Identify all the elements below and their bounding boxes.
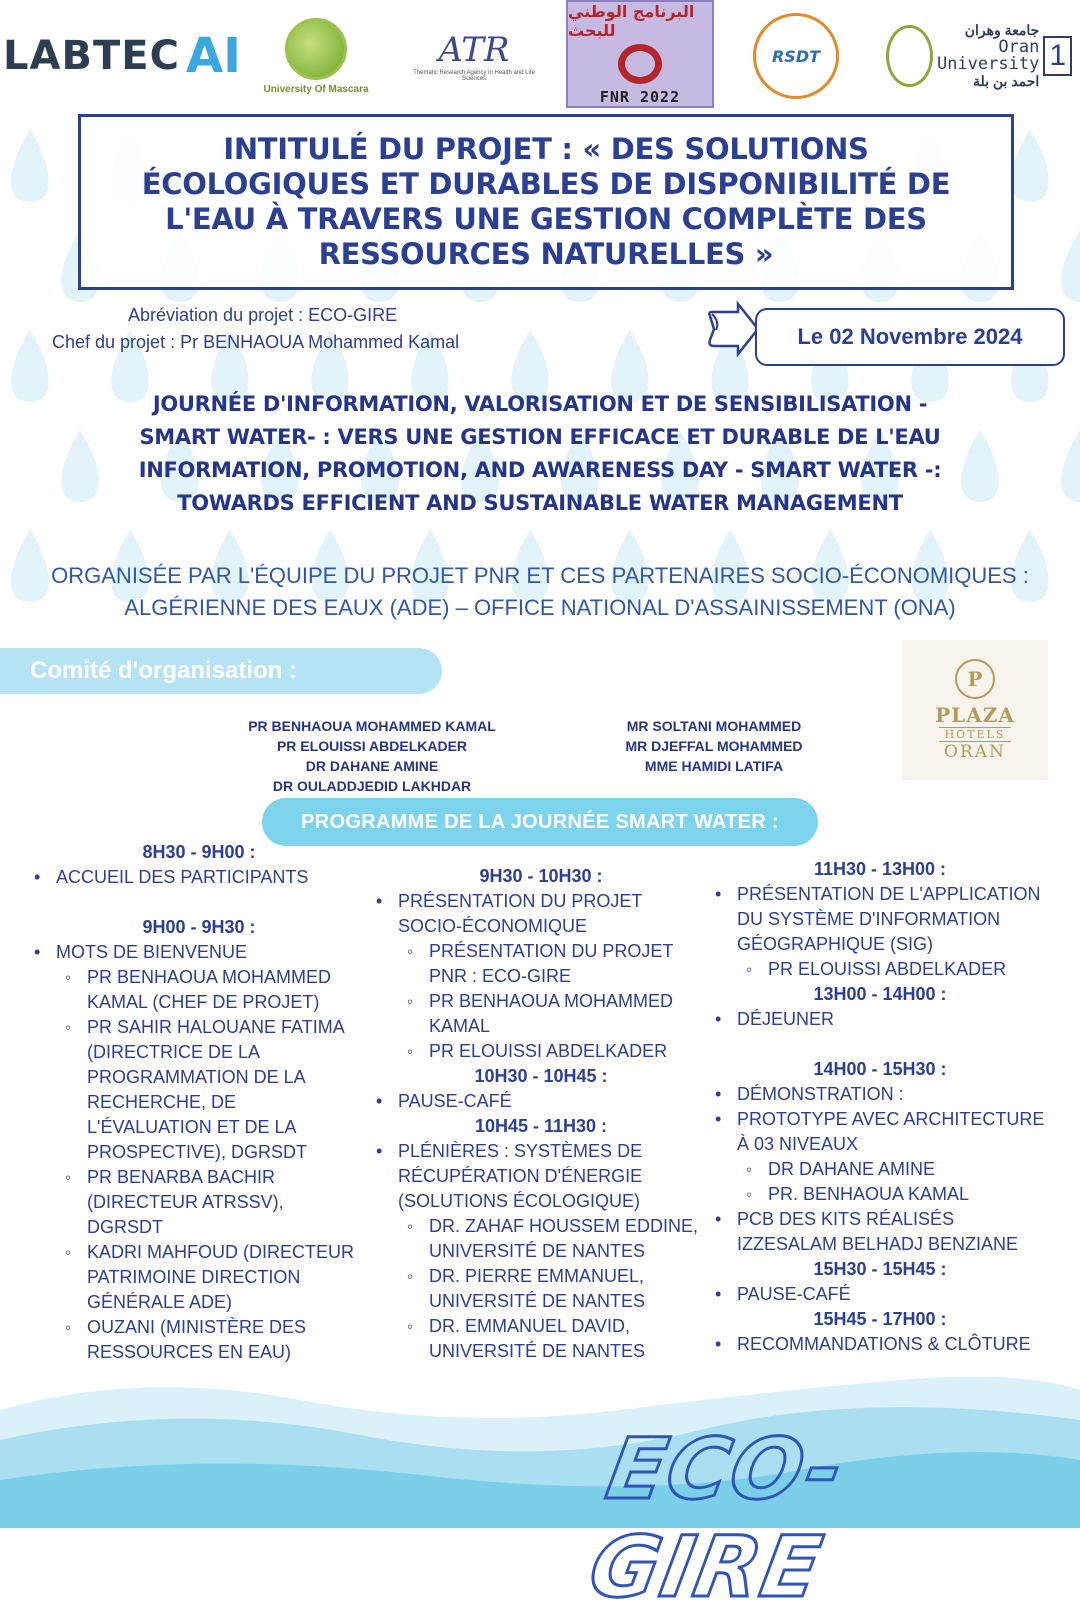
partner-logos (0, 0, 1080, 108)
labtec-ai-logo: LABTEC AI (3, 28, 241, 84)
programme-subitem: ◦ PR ELOUISSI ABDELKADER (376, 1039, 706, 1064)
programme-item: • DÉMONSTRATION : (715, 1082, 1045, 1107)
programme-item: • PRÉSENTATION DE L'APPLICATION DU SYSTÈME D'INFORMATION GÉOGRAPHIQUE (SIG) (715, 882, 1045, 957)
spacer (34, 890, 364, 915)
programme-list (34, 940, 364, 1365)
headline-line: JOURNÉE D'INFORMATION, VALORISATION ET DE SENSIBILISATION - (152, 392, 928, 416)
pnr-emblem-icon (618, 44, 662, 84)
event-date: Le 02 Novembre 2024 (797, 324, 1023, 349)
committee-member: PR ELOUISSI ABDELKADER (276, 738, 468, 754)
plaza-hotels-logo: P PLAZA HOTELS ORAN (902, 640, 1048, 780)
committee-member: MME HAMIDI LATIFA (644, 758, 784, 774)
programme-subitem: ◦ PR BENHAOUA MOHAMMED KAMAL (376, 989, 706, 1039)
programme-subitem: ◦ DR DAHANE AMINE (715, 1157, 1045, 1182)
programme-item: • RECOMMANDATIONS & CLÔTURE (715, 1332, 1045, 1357)
time-slot: 10H45 - 11H30 : (474, 1116, 608, 1136)
headline-line: TOWARDS EFFICIENT AND SUSTAINABLE WATER MANAGEMENT (177, 491, 903, 515)
programme-item: • PRÉSENTATION DU PROJET SOCIO-ÉCONOMIQUE (376, 889, 706, 939)
time-slot: 11H30 - 13H00 : (813, 859, 947, 879)
time-slot: 13H00 - 14H00 : (813, 984, 947, 1004)
programme-subitem: ◦ PR BENARBA BACHIR (DIRECTEUR ATRSSV), DGRSDT (34, 1165, 364, 1240)
mascara-emblem-icon (285, 18, 347, 80)
dgrsdt-emblem-icon: RSDT (753, 13, 839, 99)
time-slot: 15H30 - 15H45 : (813, 1259, 947, 1279)
programme-list (715, 1007, 1045, 1032)
time-slot: 9H30 - 10H30 : (479, 866, 603, 886)
time-slot: 8H30 - 9H00 : (142, 842, 256, 862)
plaza-emblem-icon: P (955, 659, 995, 699)
headline-line: SMART WATER- : VERS UNE GESTION EFFICACE ET DURABLE DE L'EAU (139, 425, 941, 449)
committee-header (0, 648, 442, 694)
programme-list (715, 1082, 1045, 1257)
project-title-box (78, 114, 1014, 290)
project-abbreviation: Abréviation du projet : ECO-GIRE (128, 305, 398, 325)
oran-university-logo: جامعة وهران Oran University احمد بن بلة 1 (886, 8, 1072, 104)
programme-subitem: ◦ PR BENHAOUA MOHAMMED KAMAL (CHEF DE PROJET) (34, 965, 364, 1015)
atr-logo: ATR Thematic Research Agency in Health and Life Sciences (413, 30, 535, 82)
programme-item: • DÉJEUNER (715, 1007, 1045, 1032)
organisers-line: ALGÉRIENNE DES EAUX (ADE) – OFFICE NATIONAL D'ASSAINISSEMENT (ONA) (124, 595, 956, 620)
programme-subitem: ◦ DR. PIERRE EMMANUEL, UNIVERSITÉ DE NANTES (376, 1264, 706, 1314)
programme-subitem: ◦ DR. EMMANUEL DAVID, UNIVERSITÉ DE NANTES (376, 1314, 706, 1364)
time-slot: 14H00 - 15H30 : (813, 1059, 947, 1079)
programme-subitem: ◦ KADRI MAHFOUD (DIRECTEUR PATRIMOINE DIRECTION GÉNÉRALE ADE) (34, 1240, 364, 1315)
programme-list (715, 1282, 1045, 1307)
programme-list (34, 865, 364, 890)
programme-item: • MOTS DE BIENVENUE (34, 940, 364, 965)
committee-list-right (598, 716, 830, 776)
pnr-2022-logo: البرنامج الوطني للبحث FNR 2022 (566, 0, 714, 108)
time-slot: 9H00 - 9H30 : (142, 917, 256, 937)
programme-item: IZZESALAM BELHADJ BENZIANE (737, 1234, 1019, 1254)
committee-member: MR DJEFFAL MOHAMMED (625, 738, 803, 754)
water-drop-icon (1011, 130, 1049, 202)
committee-member: DR OULADDJEDID LAKHDAR (272, 778, 472, 794)
project-chef: Chef du projet : Pr BENHAOUA Mohammed Kamal (52, 332, 460, 352)
programme-header (262, 798, 818, 846)
programme-list (715, 1332, 1045, 1357)
programme-item: • PROTOTYPE AVEC ARCHITECTURE À 03 NIVEAUX (715, 1107, 1045, 1157)
water-drop-icon (1061, 230, 1080, 302)
programme-column-middle (376, 864, 706, 1364)
programme-label: PROGRAMME DE LA JOURNÉE SMART WATER : (301, 810, 779, 833)
programme-subitem: ◦ PRÉSENTATION DU PROJET PNR : ECO-GIRE (376, 939, 706, 989)
event-headline (20, 388, 1060, 520)
committee-label: Comité d'organisation : (30, 657, 298, 684)
eco-gire-logo: ECO-GIRE (582, 1420, 853, 1616)
committee-member: DR DAHANE AMINE (305, 758, 439, 774)
programme-column-right (715, 857, 1045, 1357)
committee-member: MR SOLTANI MOHAMMED (626, 718, 802, 734)
dgrsdt-logo (744, 8, 848, 104)
arrow-right-icon (704, 300, 762, 358)
programme-subitem: ◦ PR. BENHAOUA KAMAL (715, 1182, 1045, 1207)
university-mascara-logo: University Of Mascara (246, 8, 386, 104)
programme-item: • ACCUEIL DES PARTICIPANTS (34, 865, 364, 890)
programme-subitem: ◦ DR. ZAHAF HOUSSEM EDDINE, UNIVERSITÉ DE NANTES (376, 1214, 706, 1264)
programme-subitem: ◦ OUZANI (MINISTÈRE DES RESSOURCES EN EAU) (34, 1315, 364, 1365)
headline-line: INFORMATION, PROMOTION, AND AWARENESS DAY - SMART WATER -: (138, 458, 942, 482)
programme-list (376, 889, 706, 1064)
water-drop-icon (11, 130, 49, 202)
programme-item: • PLÉNIÈRES : SYSTÈMES DE RÉCUPÉRATION D'ÉNERGIE (SOLUTIONS ÉCOLOGIQUE) (376, 1139, 706, 1214)
time-slot: 15H45 - 17H00 : (813, 1309, 947, 1329)
programme-item: • PCB DES KITS RÉALISÉS (715, 1207, 1045, 1232)
programme-item: • PAUSE-CAFÉ (715, 1282, 1045, 1307)
organisers-line: ORGANISÉE PAR L'ÉQUIPE DU PROJET PNR ET CES PARTENAIRES SOCIO-ÉCONOMIQUES : (51, 563, 1029, 588)
oran-emblem-icon (886, 25, 933, 87)
project-title: INTITULÉ DU PROJET : « DES SOLUTIONS ÉCOLOGIQUES ET DURABLES DE DISPONIBILITÉ DE L'EAU À TRAVERS UNE GESTION COMPLÈTE DES RESSOURCES NATURELLES » (141, 132, 951, 271)
programme-list (715, 882, 1045, 982)
programme-column-left (34, 840, 364, 1365)
committee-list-left (216, 716, 528, 796)
programme-subitem: ◦ PR ELOUISSI ABDELKADER (715, 957, 1045, 982)
programme-item: • PAUSE-CAFÉ (376, 1089, 706, 1114)
committee-member: PR BENHAOUA MOHAMMED KAMAL (248, 718, 496, 734)
event-date-box (755, 308, 1065, 366)
time-slot: 10H30 - 10H45 : (474, 1066, 608, 1086)
programme-list (376, 1139, 706, 1364)
spacer (715, 1032, 1045, 1057)
organisers (20, 560, 1060, 624)
programme-subitem: ◦ PR SAHIR HALOUANE FATIMA (DIRECTRICE DE LA PROGRAMMATION DE LA RECHERCHE, DE L'ÉVALUATION ET DE LA PROSPECTIVE), DGRSDT (34, 1015, 364, 1165)
water-drop-icon (1061, 430, 1080, 502)
programme-list (376, 1089, 706, 1114)
